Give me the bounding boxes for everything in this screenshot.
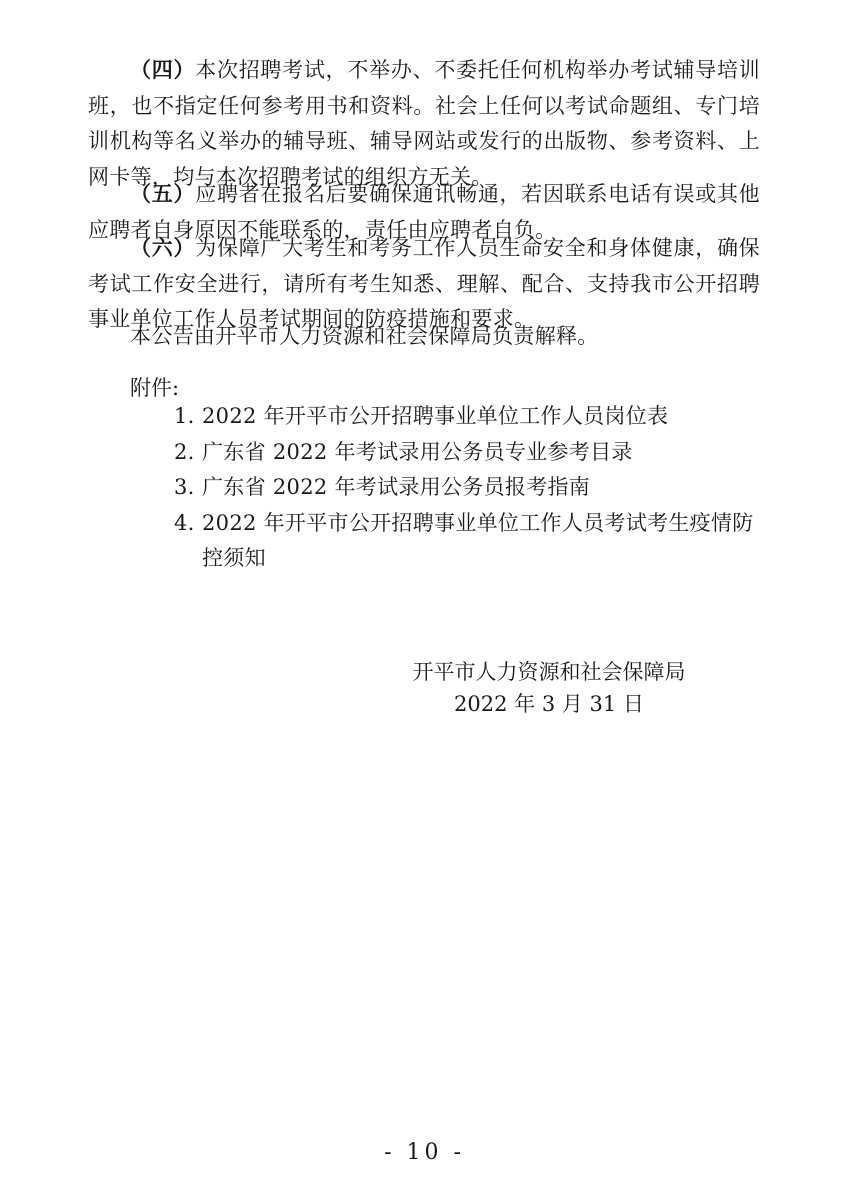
attachment-item	[174, 506, 764, 577]
attachment-title: 2022 年开平市公开招聘事业单位工作人员岗位表	[202, 404, 669, 428]
paragraph-text: 应聘者在报名后要确保通讯畅通，若因联系电话有误或其他应聘者自身原因不能联系的，责任由应聘者自负。	[88, 182, 760, 242]
paragraph-lead: （四）	[130, 58, 196, 82]
attachment-item	[174, 435, 764, 471]
attachments-label: 附件:	[130, 376, 180, 400]
attachment-item	[174, 399, 764, 435]
paragraph-text: 为保障广大考生和考务工作人员生命安全和身体健康，确保考试工作安全进行，请所有考生知悉、理解、配合、支持我市公开招聘事业单位工作人员考试期间的防疫措施和要求。	[88, 236, 760, 331]
attachment-title: 广东省 2022 年考试录用公务员报考指南	[202, 475, 591, 499]
signature-organization: 开平市人力资源和社会保障局	[412, 660, 686, 684]
attachment-number: 1.	[174, 404, 195, 428]
paragraph-item-4	[88, 53, 760, 195]
paragraph-lead: （五）	[130, 182, 196, 206]
paragraph-text: 本公告由开平市人力资源和社会保障局负责解释。	[130, 324, 599, 348]
paragraph-text: 本次招聘考试，不举办、不委托任何机构举办考试辅导培训班，也不指定任何参考用书和资料。社会上任何以考试命题组、专门培训机构等名义举办的辅导班、辅导网站或发行的出版物、参考资料、上网卡等，均与本次招聘考试的组织方无关。	[88, 58, 760, 189]
attachment-number: 2.	[174, 439, 195, 464]
page-number: - 10 -	[384, 1140, 465, 1165]
attachment-item	[174, 470, 764, 506]
attachments-list	[174, 399, 764, 577]
attachment-number: 3.	[174, 475, 195, 499]
attachment-title: 广东省 2022 年考试录用公务员专业参考目录	[202, 439, 633, 464]
paragraph-interpretation	[88, 319, 760, 355]
signature-date: 2022 年 3 月 31 日	[454, 692, 644, 716]
attachment-number: 4.	[174, 510, 195, 535]
paragraph-lead: （六）	[130, 236, 196, 260]
attachment-title: 2022 年开平市公开招聘事业单位工作人员考试考生疫情防控须知	[202, 510, 754, 570]
